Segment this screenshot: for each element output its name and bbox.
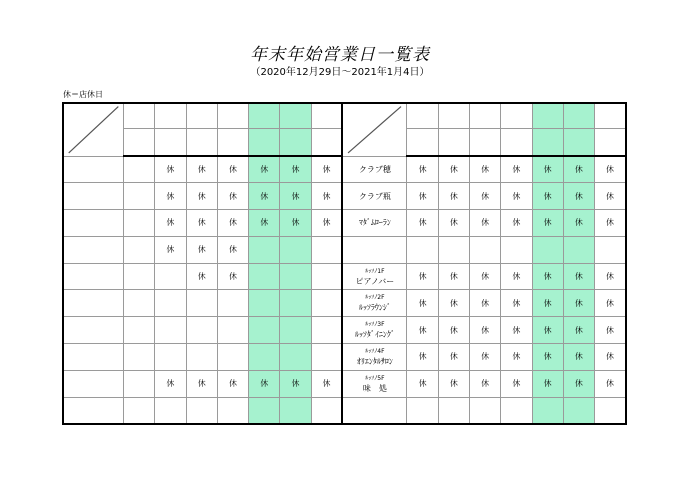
left-day-cell: 休 [155,156,186,183]
right-day-cell [407,236,438,263]
left-day-cell [124,290,155,317]
left-day-cell: 休 [280,210,311,237]
left-date-header [311,103,342,128]
left-day-cell [217,317,248,344]
right-date-header [407,103,438,128]
left-day-cell [280,263,311,290]
right-day-cell: 休 [501,183,532,210]
right-day-cell: 休 [438,183,469,210]
right-weekday-header [563,128,594,156]
right-store-name [342,370,407,397]
left-day-cell: 休 [280,156,311,183]
left-day-cell [124,317,155,344]
left-day-cell [249,236,280,263]
table-row [63,290,626,317]
left-day-cell [249,397,280,424]
left-day-cell: 休 [311,210,342,237]
right-day-cell: 休 [595,156,626,183]
right-store-name: クラブ穂 [342,156,407,183]
right-day-cell: 休 [563,344,594,371]
right-day-cell [438,236,469,263]
left-store-name [63,236,124,263]
left-day-cell [311,344,342,371]
left-weekday-header [249,128,280,156]
left-day-cell: 休 [217,370,248,397]
left-date-header [124,103,155,128]
right-date-header [532,103,563,128]
right-weekday-header [595,128,626,156]
left-store-name [63,156,124,183]
left-day-cell: 休 [155,236,186,263]
left-store-name [63,263,124,290]
right-day-cell [438,397,469,424]
left-day-cell: 休 [311,156,342,183]
right-day-cell [501,397,532,424]
left-day-cell [280,236,311,263]
right-day-cell [595,397,626,424]
left-day-cell [186,397,217,424]
left-day-cell: 休 [217,263,248,290]
left-day-cell: 休 [249,183,280,210]
left-day-cell [186,317,217,344]
right-day-cell: 休 [501,344,532,371]
left-store-name [63,317,124,344]
table-row [63,210,626,237]
right-day-cell [501,236,532,263]
right-day-cell: 休 [532,210,563,237]
table-row [63,236,626,263]
right-day-cell: 休 [407,344,438,371]
left-day-cell: 休 [249,156,280,183]
left-store-name [63,370,124,397]
right-store-name [342,317,407,344]
right-day-cell [532,236,563,263]
right-store-name [342,344,407,371]
left-day-cell [124,344,155,371]
schedule-body [63,103,626,424]
left-day-cell [280,344,311,371]
diagonal-line [343,104,406,156]
left-day-cell: 休 [186,263,217,290]
right-day-cell: 休 [563,156,594,183]
store-name-label: ｵﾘｴﾝﾀﾙｻﾛﾝ [356,356,393,366]
right-day-cell: 休 [595,317,626,344]
right-day-cell: 休 [532,263,563,290]
store-name-label: ﾙｯｿﾀﾞｲﾆﾝｸﾞ [354,330,395,340]
left-day-cell [311,263,342,290]
right-day-cell: 休 [469,156,500,183]
left-day-cell: 休 [186,370,217,397]
right-day-cell: 休 [563,263,594,290]
right-weekday-header [469,128,500,156]
left-store-name [63,344,124,371]
right-day-cell: 休 [438,210,469,237]
store-floor-label: ﾙｯｿﾉ5F [365,374,385,382]
right-day-cell: 休 [532,183,563,210]
right-day-cell: 休 [469,183,500,210]
left-day-cell [249,290,280,317]
right-day-cell: 休 [469,290,500,317]
store-floor-label: ﾙｯｿﾉ3F [365,321,385,329]
left-day-cell [186,344,217,371]
left-day-cell [249,317,280,344]
left-store-name [63,183,124,210]
right-weekday-header [438,128,469,156]
left-day-cell [155,397,186,424]
right-day-cell [469,397,500,424]
left-day-cell: 休 [217,210,248,237]
right-day-cell: 休 [563,290,594,317]
right-day-cell: 休 [595,370,626,397]
left-day-cell [155,263,186,290]
page-subtitle: （2020年12月29日～2021年1月4日） [250,67,430,78]
left-day-cell: 休 [155,370,186,397]
left-day-cell: 休 [186,156,217,183]
store-floor-label: ﾙｯｿﾉ2F [365,294,385,302]
right-date-header [438,103,469,128]
right-day-cell: 休 [532,290,563,317]
legend-note: 休＝店休日 [63,90,103,99]
right-day-cell: 休 [438,156,469,183]
table-row [63,263,626,290]
left-day-cell [155,317,186,344]
right-day-cell: 休 [595,344,626,371]
store-floor-label: ﾙｯｿﾉ4F [365,347,385,355]
left-day-cell [124,236,155,263]
left-day-cell [217,290,248,317]
left-day-cell: 休 [186,210,217,237]
right-day-cell: 休 [438,344,469,371]
right-day-cell: 休 [407,370,438,397]
right-day-cell: 休 [563,370,594,397]
right-date-header [595,103,626,128]
right-day-cell: 休 [469,317,500,344]
right-store-name [342,290,407,317]
right-day-cell: 休 [501,290,532,317]
right-store-name [342,263,407,290]
right-day-cell: 休 [469,210,500,237]
left-day-cell [217,397,248,424]
left-date-header [155,103,186,128]
right-day-cell: 休 [595,290,626,317]
right-day-cell: 休 [438,290,469,317]
right-day-cell: 休 [532,317,563,344]
right-day-cell: 休 [501,317,532,344]
left-day-cell [249,344,280,371]
left-weekday-header [155,128,186,156]
right-day-cell [563,397,594,424]
left-day-cell [311,236,342,263]
right-day-cell: 休 [469,263,500,290]
page-title: 年末年始営業日一覧表 [250,45,430,65]
left-day-cell: 休 [311,370,342,397]
right-day-cell: 休 [563,183,594,210]
right-store-name [342,236,407,263]
left-day-cell [124,370,155,397]
right-day-cell: 休 [595,183,626,210]
right-day-cell: 休 [532,156,563,183]
diagonal-line [64,104,123,156]
left-day-cell: 休 [217,183,248,210]
right-day-cell: 休 [438,263,469,290]
left-day-cell [280,397,311,424]
right-day-cell: 休 [563,210,594,237]
right-weekday-header [407,128,438,156]
right-day-cell [532,397,563,424]
left-day-cell: 休 [280,183,311,210]
left-day-cell: 休 [155,183,186,210]
left-weekday-header [186,128,217,156]
table-row [63,344,626,371]
left-day-cell [124,156,155,183]
left-day-cell [217,344,248,371]
left-day-cell [311,290,342,317]
right-day-cell: 休 [469,370,500,397]
left-day-cell [155,290,186,317]
right-day-cell: 休 [501,263,532,290]
right-day-cell: 休 [469,344,500,371]
left-weekday-header [280,128,311,156]
right-date-header [469,103,500,128]
left-date-header [280,103,311,128]
right-store-name [342,397,407,424]
left-day-cell: 休 [249,210,280,237]
left-store-name [63,397,124,424]
right-day-cell: 休 [407,263,438,290]
right-store-name: ﾏﾀﾞﾑﾛｰﾗﾝ [342,210,407,237]
store-floor-label: ﾙｯｿﾉ1F [365,267,385,275]
left-day-cell [280,290,311,317]
right-day-cell: 休 [501,210,532,237]
left-weekday-header [311,128,342,156]
left-date-header [249,103,280,128]
table-row [63,156,626,183]
left-store-name [63,290,124,317]
right-day-cell: 休 [438,317,469,344]
store-name-label: 味 処 [362,383,387,393]
table-row [63,183,626,210]
left-day-cell [155,344,186,371]
right-day-cell: 休 [407,210,438,237]
right-day-cell [595,236,626,263]
right-weekday-header [532,128,563,156]
left-store-name [63,210,124,237]
right-day-cell [469,236,500,263]
right-day-cell: 休 [595,263,626,290]
right-store-name: クラブ瓶 [342,183,407,210]
left-day-cell [124,210,155,237]
right-day-cell [407,397,438,424]
left-date-header [186,103,217,128]
store-name-label: ピアノバー [355,276,395,286]
left-weekday-header [124,128,155,156]
date-header-row [63,103,626,128]
right-date-header [501,103,532,128]
left-day-cell [124,263,155,290]
table-row [63,397,626,424]
right-day-cell: 休 [438,370,469,397]
right-day-cell: 休 [407,183,438,210]
left-date-header [217,103,248,128]
left-day-cell [124,397,155,424]
left-day-cell: 休 [217,236,248,263]
right-day-cell [563,236,594,263]
left-day-cell [124,183,155,210]
right-day-cell: 休 [532,344,563,371]
left-day-cell: 休 [186,183,217,210]
left-header-diagonal [63,103,124,156]
right-day-cell: 休 [407,156,438,183]
left-day-cell [311,397,342,424]
right-day-cell: 休 [407,317,438,344]
left-day-cell: 休 [280,370,311,397]
left-weekday-header [217,128,248,156]
right-day-cell: 休 [501,370,532,397]
right-day-cell: 休 [595,210,626,237]
table-row [63,370,626,397]
left-day-cell [311,317,342,344]
table-row [63,317,626,344]
right-day-cell: 休 [501,156,532,183]
right-day-cell: 休 [407,290,438,317]
right-weekday-header [501,128,532,156]
left-day-cell: 休 [217,156,248,183]
right-header-diagonal [342,103,407,156]
left-day-cell: 休 [155,210,186,237]
right-day-cell: 休 [532,370,563,397]
schedule-table [62,102,627,425]
right-day-cell: 休 [563,317,594,344]
left-day-cell: 休 [311,183,342,210]
left-day-cell: 休 [249,370,280,397]
right-date-header [563,103,594,128]
left-day-cell: 休 [186,236,217,263]
store-name-label: ﾙｯｿﾗｳﾝｼﾞ [358,303,391,313]
left-day-cell [186,290,217,317]
left-day-cell [280,317,311,344]
left-day-cell [249,263,280,290]
